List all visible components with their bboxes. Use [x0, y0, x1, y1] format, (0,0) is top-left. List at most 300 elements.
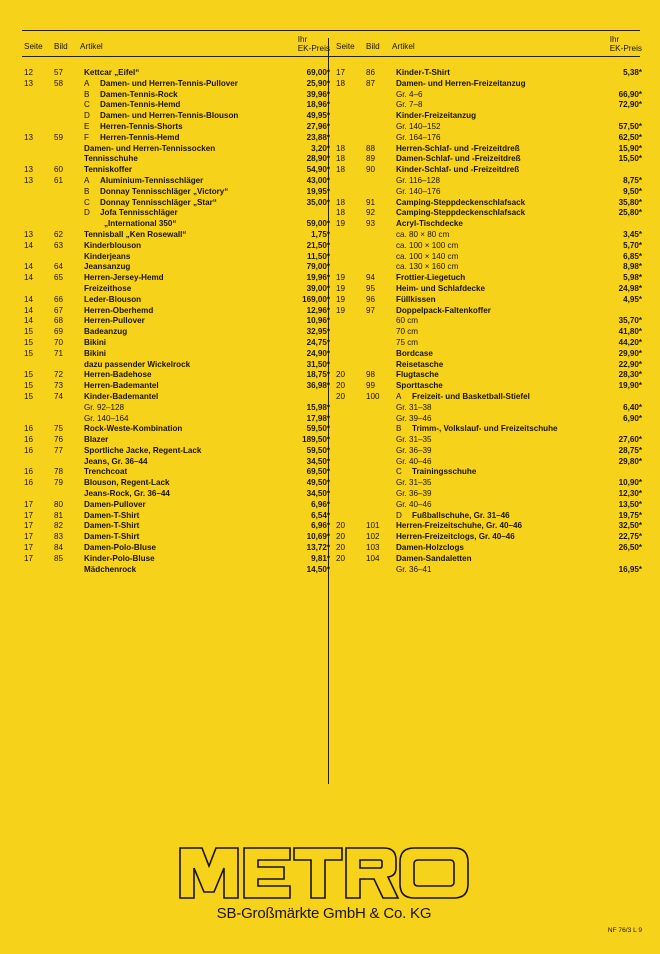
list-item	[336, 414, 642, 425]
list-item	[24, 446, 330, 457]
item-article: Kinder-Bademantel	[84, 391, 159, 401]
item-price: 43,00*	[306, 175, 330, 185]
item-price: 49,50*	[306, 478, 330, 488]
item-article: Gr. 140–152	[396, 121, 441, 131]
item-page: 18	[336, 154, 346, 164]
item-article: Damen-Sandaletten	[396, 553, 472, 563]
item-price: 59,50*	[306, 445, 330, 455]
list-item	[24, 90, 330, 101]
item-price: 57,50*	[618, 121, 642, 131]
item-price: 11,50*	[307, 251, 330, 261]
item-price: 13,72*	[306, 543, 330, 553]
header-bild: Bild	[366, 42, 380, 51]
item-page: 19	[336, 305, 346, 315]
item-article: Trenchcoat	[84, 467, 128, 477]
item-picture: 96	[366, 294, 376, 304]
list-item	[336, 511, 642, 522]
item-picture: 101	[366, 521, 380, 531]
list-item	[24, 154, 330, 165]
metro-logo	[178, 846, 470, 900]
list-item	[24, 306, 330, 317]
list-item	[336, 176, 642, 187]
item-price: 27,96*	[306, 121, 330, 131]
item-price: 9,50*	[623, 186, 642, 196]
item-price: 41,80*	[618, 327, 642, 337]
list-item	[24, 273, 330, 284]
item-article: Camping-Steppdeckenschlafsack	[396, 197, 526, 207]
item-picture: 90	[366, 165, 376, 175]
item-page: 15	[24, 348, 34, 358]
item-article: Damen-Tennis-Rock	[100, 89, 178, 99]
item-picture: 89	[366, 154, 376, 164]
list-item	[336, 187, 642, 198]
item-page: 17	[24, 553, 34, 563]
item-article: Herren-Jersey-Hemd	[84, 273, 164, 283]
list-item	[24, 165, 330, 176]
header-seite: Seite	[24, 42, 43, 51]
header-price-line2: EK-Preis	[609, 44, 642, 53]
list-item	[336, 230, 642, 241]
print-code: NF 76/3 L 9	[607, 927, 642, 934]
list-item	[336, 467, 642, 478]
item-article: Tennisschuhe	[84, 154, 138, 164]
item-price: 25,80*	[618, 208, 642, 218]
item-price: 36,98*	[306, 381, 330, 391]
header-price-line2: EK-Preis	[297, 44, 330, 53]
list-item	[336, 262, 642, 273]
list-item	[336, 144, 642, 155]
item-picture: 100	[366, 391, 380, 401]
item-picture: 97	[366, 305, 376, 315]
item-price: 25,90*	[306, 78, 330, 88]
item-article: dazu passender Wickelrock	[84, 359, 191, 369]
list-item	[24, 521, 330, 532]
item-price: 22,75*	[618, 532, 642, 542]
list-item	[24, 284, 330, 295]
item-page: 18	[336, 208, 346, 218]
list-item	[24, 532, 330, 543]
list-item	[24, 414, 330, 425]
list-item	[336, 79, 642, 90]
list-item	[336, 273, 642, 284]
item-article: Freizeit- und Basketball-Stiefel	[412, 391, 530, 401]
item-price: 72,90*	[618, 100, 642, 110]
list-item	[24, 435, 330, 446]
item-page: 17	[24, 521, 34, 531]
item-article: Kettcar „Eifel“	[84, 68, 140, 77]
item-article: ca. 80 × 80 cm	[396, 229, 450, 239]
item-picture: 95	[366, 283, 376, 293]
item-price: 6,96*	[311, 499, 330, 509]
item-picture: 102	[366, 532, 380, 542]
item-price: 39,96*	[306, 89, 330, 99]
item-page: 14	[24, 273, 34, 283]
header-rule	[22, 56, 640, 57]
item-label: F	[84, 132, 89, 142]
price-list-left	[24, 68, 330, 575]
list-item	[336, 252, 642, 263]
item-page: 20	[336, 532, 346, 542]
item-article: Damen-Holzclogs	[396, 543, 464, 553]
item-price: 62,50*	[618, 132, 642, 142]
item-picture: 70	[54, 337, 64, 347]
item-article: ca. 100 × 140 cm	[396, 251, 459, 261]
item-article: Blazer	[84, 435, 109, 445]
list-item	[24, 316, 330, 327]
item-article: Gr. 7–8	[396, 100, 423, 110]
list-item	[336, 154, 642, 165]
item-picture: 103	[366, 543, 380, 553]
item-picture: 91	[366, 197, 376, 207]
item-price: 29,80*	[618, 456, 642, 466]
item-article: 75 cm	[396, 337, 419, 347]
item-price: 15,50*	[618, 154, 642, 164]
item-article: Damen-Pullover	[84, 499, 146, 509]
item-price: 3,20*	[311, 143, 330, 153]
item-picture: 86	[366, 68, 376, 77]
item-price: 10,96*	[306, 316, 330, 326]
item-article: Damen-Tennis-Hemd	[100, 100, 181, 110]
item-price: 59,50*	[306, 424, 330, 434]
item-page: 20	[336, 543, 346, 553]
item-price: 27,60*	[618, 435, 642, 445]
item-picture: 87	[366, 78, 376, 88]
item-price: 28,90*	[306, 154, 330, 164]
item-price: 49,95*	[306, 111, 330, 121]
item-article: Gr. 31–35	[396, 435, 432, 445]
item-page: 13	[24, 175, 34, 185]
item-article: Jeans-Rock, Gr. 36–44	[84, 489, 170, 499]
header-seite: Seite	[336, 42, 355, 51]
item-page: 16	[24, 445, 34, 455]
item-label: B	[396, 424, 402, 434]
item-price: 19,90*	[618, 381, 642, 391]
item-page: 15	[24, 327, 34, 337]
item-price: 79,00*	[306, 262, 330, 272]
item-page: 16	[24, 478, 34, 488]
item-price: 15,90*	[618, 143, 642, 153]
item-article: Bikini	[84, 348, 107, 358]
item-article: Füllkissen	[396, 294, 436, 304]
item-page: 19	[336, 294, 346, 304]
list-item	[336, 122, 642, 133]
item-price: 13,50*	[618, 499, 642, 509]
list-item	[24, 68, 330, 79]
item-page: 17	[24, 543, 34, 553]
item-article: Rock-Weste-Kombination	[84, 424, 183, 434]
item-price: 1,75*	[311, 229, 330, 239]
item-picture: 61	[54, 175, 64, 185]
list-item	[336, 554, 642, 565]
item-article: Heim- und Schlafdecke	[396, 283, 486, 293]
item-label: C	[396, 467, 402, 477]
list-item	[336, 457, 642, 468]
item-page: 20	[336, 521, 346, 531]
item-article: Gr. 164–176	[396, 132, 441, 142]
item-price: 18,96*	[306, 100, 330, 110]
list-item	[336, 489, 642, 500]
item-price: 66,90*	[618, 89, 642, 99]
item-page: 15	[24, 337, 34, 347]
item-article: Gr. 40–46	[396, 499, 432, 509]
list-item	[336, 532, 642, 543]
item-price: 5,70*	[623, 240, 642, 250]
list-item	[24, 457, 330, 468]
item-page: 13	[24, 165, 34, 175]
item-article: Damen-T-Shirt	[84, 521, 140, 531]
item-article: Fußballschuhe, Gr. 31–46	[412, 510, 510, 520]
item-article: Bordcase	[396, 348, 433, 358]
item-picture: 80	[54, 499, 64, 509]
list-item	[336, 565, 642, 576]
list-item	[24, 219, 330, 230]
list-item	[24, 403, 330, 414]
item-price: 28,75*	[618, 445, 642, 455]
item-article: Blouson, Regent-Lack	[84, 478, 170, 488]
item-picture: 68	[54, 316, 64, 326]
list-item	[336, 241, 642, 252]
item-article: Jeans, Gr. 36–44	[84, 456, 148, 466]
list-item	[336, 111, 642, 122]
item-article: Kinderjeans	[84, 251, 131, 261]
item-picture: 57	[54, 68, 64, 77]
item-article: Gr. 36–39	[396, 489, 432, 499]
item-price: 35,00*	[306, 197, 330, 207]
list-item	[336, 90, 642, 101]
item-price: 31,50*	[306, 359, 330, 369]
item-page: 20	[336, 391, 346, 401]
item-price: 35,80*	[618, 197, 642, 207]
item-article: Jeansanzug	[84, 262, 131, 272]
list-item	[24, 100, 330, 111]
item-article: Herren-Tennis-Shorts	[100, 121, 183, 131]
item-label: A	[396, 391, 402, 401]
list-item	[336, 306, 642, 317]
item-article: Bikini	[84, 337, 107, 347]
item-price: 6,40*	[623, 402, 642, 412]
item-price: 69,50*	[306, 467, 330, 477]
item-article: Damen-Schlaf- und -Freizeitdreß	[396, 154, 521, 164]
list-item	[336, 133, 642, 144]
item-article: Gr. 31–35	[396, 478, 432, 488]
item-page: 15	[24, 391, 34, 401]
item-label: B	[84, 89, 90, 99]
item-price: 3,45*	[623, 229, 642, 239]
item-page: 14	[24, 240, 34, 250]
item-picture: 83	[54, 532, 64, 542]
item-article: Kinder-Schlaf- und -Freizeitdreß	[396, 165, 520, 175]
item-article: 60 cm	[396, 316, 419, 326]
item-page: 15	[24, 370, 34, 380]
list-item	[336, 392, 642, 403]
item-article: Trimm-, Volkslauf- und Freizeitschuhe	[412, 424, 558, 434]
list-item	[24, 176, 330, 187]
item-picture: 65	[54, 273, 64, 283]
item-price: 5,98*	[623, 273, 642, 283]
item-picture: 98	[366, 370, 376, 380]
item-picture: 62	[54, 229, 64, 239]
item-article: 70 cm	[396, 327, 419, 337]
item-price: 189,50*	[302, 435, 330, 445]
item-article: ca. 100 × 100 cm	[396, 240, 459, 250]
item-price: 5,38*	[623, 68, 642, 77]
list-item	[24, 198, 330, 209]
list-item	[24, 208, 330, 219]
item-picture: 81	[54, 510, 64, 520]
item-price: 10,90*	[618, 478, 642, 488]
item-picture: 82	[54, 521, 64, 531]
item-picture: 74	[54, 391, 64, 401]
item-page: 14	[24, 262, 34, 272]
item-article: Damen-Polo-Bluse	[84, 543, 156, 553]
item-article: Damen-T-Shirt	[84, 510, 140, 520]
item-article: Donnay Tennisschläger „Star“	[100, 197, 217, 207]
item-picture: 99	[366, 381, 376, 391]
list-item	[24, 327, 330, 338]
list-item	[24, 262, 330, 273]
item-article: Damen- und Herren-Tennis-Blouson	[100, 111, 239, 121]
list-item	[336, 381, 642, 392]
item-price: 9,81*	[311, 553, 330, 563]
list-item	[336, 521, 642, 532]
item-price: 23,88*	[306, 132, 330, 142]
header-bild: Bild	[54, 42, 68, 51]
item-picture: 79	[54, 478, 64, 488]
list-item	[336, 198, 642, 209]
item-article: Gr. 36–41	[396, 564, 432, 574]
list-item	[336, 295, 642, 306]
header-price-line1: Ihr	[297, 35, 308, 44]
list-item	[24, 424, 330, 435]
item-picture: 69	[54, 327, 64, 337]
item-article: Damen- und Herren-Tennissocken	[84, 143, 216, 153]
list-item	[336, 370, 642, 381]
item-price: 34,50*	[306, 456, 330, 466]
item-label: D	[84, 111, 90, 121]
list-item	[24, 565, 330, 576]
item-page: 19	[336, 219, 346, 229]
item-article: Herren-Oberhemd	[84, 305, 154, 315]
item-article: Herren-Freizeitclogs, Gr. 40–46	[396, 532, 515, 542]
item-article: Badeanzug	[84, 327, 128, 337]
item-price: 6,85*	[623, 251, 642, 261]
list-item	[336, 446, 642, 457]
item-article: Herren-Badehose	[84, 370, 152, 380]
item-picture: 71	[54, 348, 64, 358]
list-item	[24, 111, 330, 122]
item-article: Gr. 116–128	[396, 175, 440, 185]
list-item	[24, 543, 330, 554]
item-page: 16	[24, 467, 34, 477]
item-label: A	[84, 175, 90, 185]
item-picture: 64	[54, 262, 64, 272]
item-picture: 67	[54, 305, 64, 315]
item-price: 6,54*	[311, 510, 330, 520]
item-article: „International 350“	[104, 219, 177, 229]
item-article: Gr. 39–46	[396, 413, 432, 423]
item-price: 10,69*	[306, 532, 330, 542]
list-item	[336, 316, 642, 327]
item-article: Herren-Bademantel	[84, 381, 159, 391]
item-price: 22,90*	[618, 359, 642, 369]
item-picture: 75	[54, 424, 64, 434]
item-picture: 85	[54, 553, 64, 563]
item-price: 169,00*	[302, 294, 330, 304]
item-article: Reisetasche	[396, 359, 444, 369]
item-article: Gr. 4–6	[396, 89, 423, 99]
item-price: 34,50*	[306, 489, 330, 499]
item-price: 15,98*	[306, 402, 330, 412]
item-picture: 77	[54, 445, 64, 455]
item-article: Herren-Freizeitschuhe, Gr. 40–46	[396, 521, 522, 531]
item-picture: 104	[366, 553, 380, 563]
item-price: 12,96*	[306, 305, 330, 315]
item-price: 28,30*	[618, 370, 642, 380]
list-item	[24, 370, 330, 381]
item-page: 13	[24, 132, 34, 142]
item-article: Trainingsschuhe	[412, 467, 477, 477]
list-item	[336, 208, 642, 219]
list-item	[24, 144, 330, 155]
item-picture: 88	[366, 143, 376, 153]
item-article: Sportliche Jacke, Regent-Lack	[84, 445, 202, 455]
item-page: 17	[336, 68, 346, 77]
item-page: 13	[24, 229, 34, 239]
item-article: ca. 130 × 160 cm	[396, 262, 459, 272]
list-item	[24, 349, 330, 360]
item-article: Frottier-Liegetuch	[396, 273, 466, 283]
list-item	[24, 511, 330, 522]
item-price: 19,96*	[306, 273, 330, 283]
item-price: 44,20*	[618, 337, 642, 347]
item-page: 18	[336, 78, 346, 88]
list-item	[24, 241, 330, 252]
item-price: 24,75*	[306, 337, 330, 347]
item-label: E	[84, 121, 90, 131]
item-price: 8,75*	[623, 175, 642, 185]
item-price: 16,95*	[618, 564, 642, 574]
item-article: Gr. 140–176	[396, 186, 441, 196]
list-item	[24, 392, 330, 403]
item-picture: 58	[54, 78, 64, 88]
top-rule	[22, 30, 640, 31]
item-article: Acryl-Tischdecke	[396, 219, 463, 229]
item-article: Freizeithose	[84, 283, 132, 293]
item-page: 14	[24, 294, 34, 304]
item-article: Jofa Tennisschläger	[100, 208, 178, 218]
item-picture: 93	[366, 219, 376, 229]
item-page: 20	[336, 553, 346, 563]
item-picture: 76	[54, 435, 64, 445]
item-page: 20	[336, 381, 346, 391]
item-article: Gr. 140–164	[84, 413, 129, 423]
list-item	[336, 165, 642, 176]
item-page: 20	[336, 370, 346, 380]
list-item	[24, 467, 330, 478]
item-label: C	[84, 197, 90, 207]
list-item	[336, 543, 642, 554]
item-article: Gr. 92–128	[84, 402, 125, 412]
item-picture: 72	[54, 370, 64, 380]
item-price: 17,98*	[306, 413, 330, 423]
item-article: Flugtasche	[396, 370, 439, 380]
item-article: Aluminium-Tennisschläger	[100, 175, 204, 185]
item-picture: 59	[54, 132, 64, 142]
list-item	[336, 424, 642, 435]
list-item	[24, 133, 330, 144]
list-item	[24, 122, 330, 133]
item-page: 18	[336, 165, 346, 175]
